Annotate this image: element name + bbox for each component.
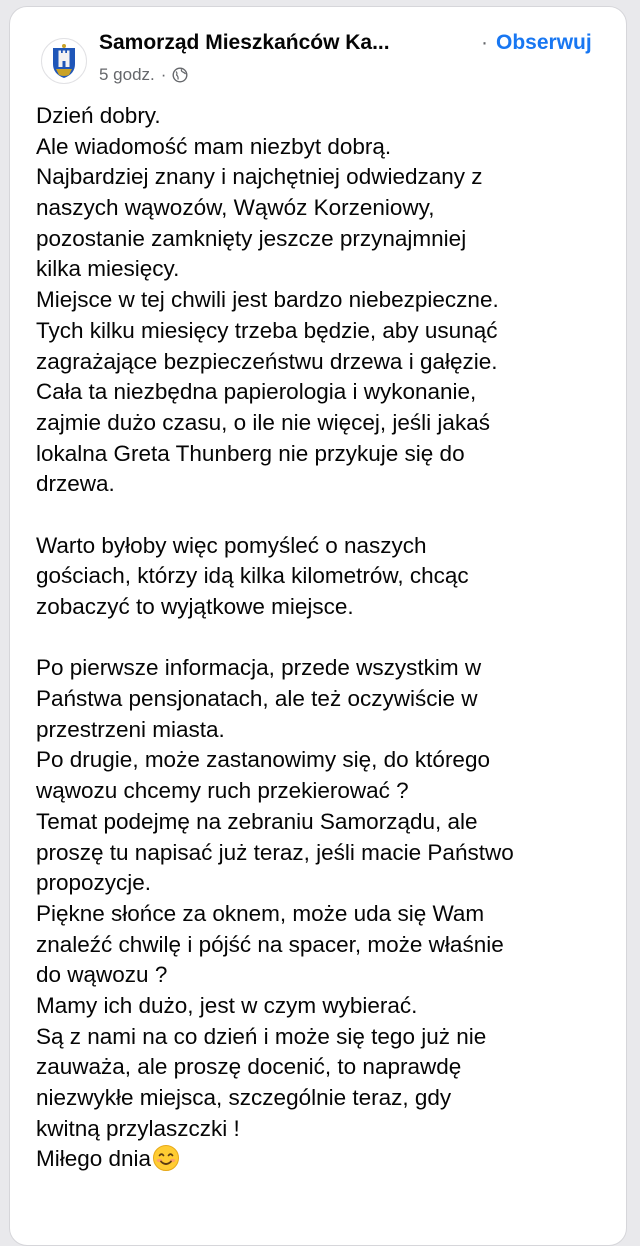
post-text-line-content: gościach, którzy idą kilka kilometrów, chcąc (36, 563, 469, 589)
post-text-line (36, 745, 626, 776)
post-text-line (36, 285, 626, 316)
post-text-line (36, 899, 626, 930)
post-text-line (36, 316, 626, 347)
page-avatar[interactable] (41, 38, 87, 84)
header-separator: · (481, 31, 488, 54)
post-text-line (36, 960, 626, 991)
post-text-line (36, 1083, 626, 1114)
post-text-line-content: lokalna Greta Thunberg nie przykuje się do (36, 440, 465, 466)
post-text-line (36, 224, 626, 255)
page-name-link[interactable]: Samorząd Mieszkańców Ka... (99, 31, 390, 54)
post-text-line (36, 715, 626, 746)
globe-icon[interactable] (172, 67, 188, 83)
post-text-line-content: Po drugie, może zastanowimy się, do którego (36, 747, 490, 773)
post-text-line-content: niezwykłe miejsca, szczególnie teraz, gdy (36, 1085, 452, 1110)
post-text-line (36, 531, 626, 562)
post-text-line (36, 1144, 626, 1175)
post-text-line (36, 776, 626, 807)
post-text-line-content: pozostanie zamknięty jeszcze przynajmniej (36, 225, 467, 251)
coat-of-arms-icon (42, 39, 86, 83)
post-text-line-content: naszych wąwozów, Wąwóz Korzeniowy, (36, 195, 435, 221)
post-text-line (36, 408, 626, 439)
post-text-line (36, 1052, 626, 1083)
meta-separator: · (160, 65, 167, 84)
post-text-line (36, 991, 626, 1022)
post-text-line-content: zobaczyć to wyjątkowe miejsce. (36, 594, 354, 619)
post-text-line-content: proszę tu napisać już teraz, jeśli macie Państwo (36, 839, 514, 865)
post-text-line-content: Tych kilku miesięcy trzeba będzie, aby usunąć (36, 317, 498, 343)
post-card (9, 6, 627, 1246)
post-text-line-content: kwitną przylaszczki ! (36, 1115, 240, 1141)
post-text-line-content: zajmie dużo czasu, o ile nie więcej, jeśli jakaś (36, 409, 490, 435)
post-text-line (36, 254, 626, 285)
post-text-line (36, 1022, 626, 1053)
post-text-line (36, 439, 626, 470)
post-text-line (36, 1114, 626, 1145)
post-text-line (36, 162, 626, 193)
post-text-line (36, 561, 626, 592)
post-text-line (36, 807, 626, 838)
post-meta (99, 65, 188, 85)
post-text-line (36, 930, 626, 961)
paragraph-gap (36, 500, 626, 531)
post-text-line-content: zauważa, ale proszę docenić, to naprawdę (36, 1054, 462, 1080)
post-text-line-content: Mamy ich dużo, jest w czym wybierać. (36, 992, 418, 1018)
post-text-line-content: zagrażające bezpieczeństwu drzewa i gałęzie. (36, 348, 498, 374)
post-text-line-content: Warto byłoby więc pomyśleć o naszych (36, 532, 427, 558)
post-text-line-content: Dzień dobry. (36, 103, 161, 128)
post-text-line-content: Cała ta niezbędna papierologia i wykonanie, (36, 379, 477, 405)
smiling-face-icon (152, 1144, 180, 1172)
post-text-line-content: Ale wiadomość mam niezbyt dobrą. (36, 133, 392, 159)
follow-button[interactable]: Obserwuj (496, 31, 592, 54)
post-text-line-content: Piękne słońce za oknem, może uda się Wam (36, 900, 485, 926)
paragraph-gap (36, 623, 626, 654)
post-text-line-content: Temat podejmę na zebraniu Samorządu, ale (36, 808, 478, 834)
post-text-line (36, 592, 626, 623)
post-text-line (36, 377, 626, 408)
post-text-line-content: przestrzeni miasta. (36, 716, 225, 742)
post-text-line (36, 193, 626, 224)
post-text-line (36, 132, 626, 163)
post-header (10, 7, 626, 97)
post-text-line-content: wąwozu chcemy ruch przekierować ? (36, 778, 409, 804)
post-text-line-content: Państwa pensjonatach, ale też oczywiście w (36, 686, 478, 712)
post-text-line-content: Miejsce w tej chwili jest bardzo niebezpieczne. (36, 287, 499, 313)
post-text-line-content: kilka miesięcy. (36, 256, 180, 282)
post-text-line (36, 347, 626, 378)
post-text-line-content: do wąwozu ? (36, 962, 168, 988)
post-text-line-content: Są z nami na co dzień i może się tego już nie (36, 1023, 487, 1049)
post-timestamp[interactable]: 5 godz. (99, 65, 155, 84)
post-text-line-content: znaleźć chwilę i pójść na spacer, może właśnie (36, 931, 504, 957)
post-text-line (36, 684, 626, 715)
post-text-line-content: propozycje. (36, 870, 152, 896)
post-text-line-content: Miłego dnia (36, 1146, 152, 1172)
post-text-line (36, 469, 626, 500)
post-text-line (36, 868, 626, 899)
post-text-line (36, 653, 626, 684)
post-body (36, 101, 626, 1175)
post-text-line-content: drzewa. (36, 471, 115, 497)
post-text-line (36, 101, 626, 132)
post-text-line-content: Najbardziej znany i najchętniej odwiedzany z (36, 164, 483, 190)
post-text-line (36, 838, 626, 869)
post-text-line-content: Po pierwsze informacja, przede wszystkim w (36, 655, 482, 681)
